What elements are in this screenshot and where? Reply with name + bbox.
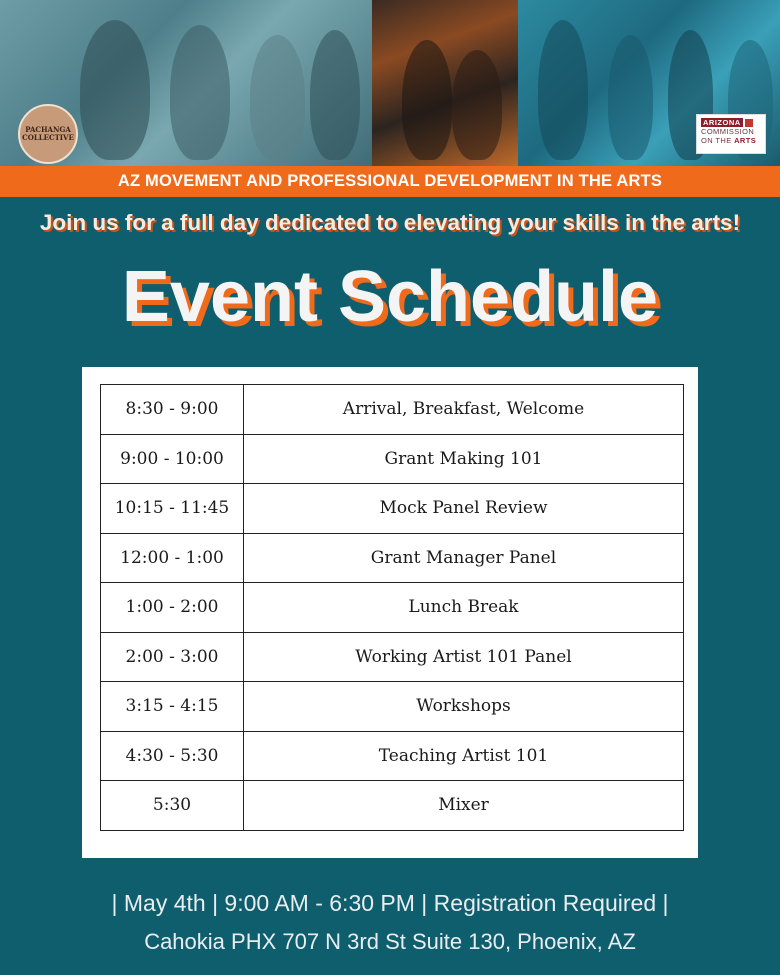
schedule-event: Working Artist 101 Panel xyxy=(244,632,684,682)
schedule-event: Arrival, Breakfast, Welcome xyxy=(244,385,684,435)
schedule-event: Workshops xyxy=(244,682,684,732)
schedule-time: 5:30 xyxy=(101,781,244,831)
hero-photo-collage xyxy=(0,0,780,166)
schedule-row xyxy=(101,632,684,682)
schedule-time: 3:15 - 4:15 xyxy=(101,682,244,732)
schedule-row xyxy=(101,434,684,484)
program-banner: AZ MOVEMENT AND PROFESSIONAL DEVELOPMENT IN THE ARTS xyxy=(0,166,780,197)
pachanga-collective-logo xyxy=(18,104,78,164)
schedule-row xyxy=(101,682,684,732)
schedule-row xyxy=(101,731,684,781)
schedule-time: 8:30 - 9:00 xyxy=(101,385,244,435)
schedule-event: Grant Manager Panel xyxy=(244,533,684,583)
logo-line2: COMMISSION xyxy=(701,127,755,137)
page-title: Event Schedule xyxy=(121,257,659,337)
arizona-commission-logo xyxy=(696,114,766,154)
tagline: Join us for a full day dedicated to elevating your skills in the arts! xyxy=(39,210,741,235)
schedule-time: 10:15 - 11:45 xyxy=(101,484,244,534)
schedule-table xyxy=(100,384,684,831)
pachanga-logo-text: PACHANGA COLLECTIVE xyxy=(22,125,74,142)
event-address: Cahokia PHX 707 N 3rd St Suite 130, Phoenix, AZ xyxy=(144,929,636,954)
schedule-row xyxy=(101,781,684,831)
arizona-mark-icon xyxy=(745,119,753,127)
logo-line3-prefix: ON THE xyxy=(701,136,732,146)
schedule-event: Mock Panel Review xyxy=(244,484,684,534)
artists-photo xyxy=(372,0,518,166)
logo-line3-bold: ARTS xyxy=(734,136,757,146)
schedule-event: Grant Making 101 xyxy=(244,434,684,484)
schedule-row xyxy=(101,484,684,534)
schedule-row xyxy=(101,583,684,633)
schedule-time: 9:00 - 10:00 xyxy=(101,434,244,484)
schedule-time: 12:00 - 1:00 xyxy=(101,533,244,583)
event-details: | May 4th | 9:00 AM - 6:30 PM | Registration Required | xyxy=(111,890,669,916)
schedule-row xyxy=(101,533,684,583)
schedule-event: Teaching Artist 101 xyxy=(244,731,684,781)
schedule-time: 1:00 - 2:00 xyxy=(101,583,244,633)
schedule-event: Lunch Break xyxy=(244,583,684,633)
schedule-card xyxy=(82,367,698,858)
schedule-row xyxy=(101,385,684,435)
schedule-event: Mixer xyxy=(244,781,684,831)
schedule-time: 4:30 - 5:30 xyxy=(101,731,244,781)
logo-line1: ARIZONA xyxy=(703,118,741,127)
schedule-time: 2:00 - 3:00 xyxy=(101,632,244,682)
